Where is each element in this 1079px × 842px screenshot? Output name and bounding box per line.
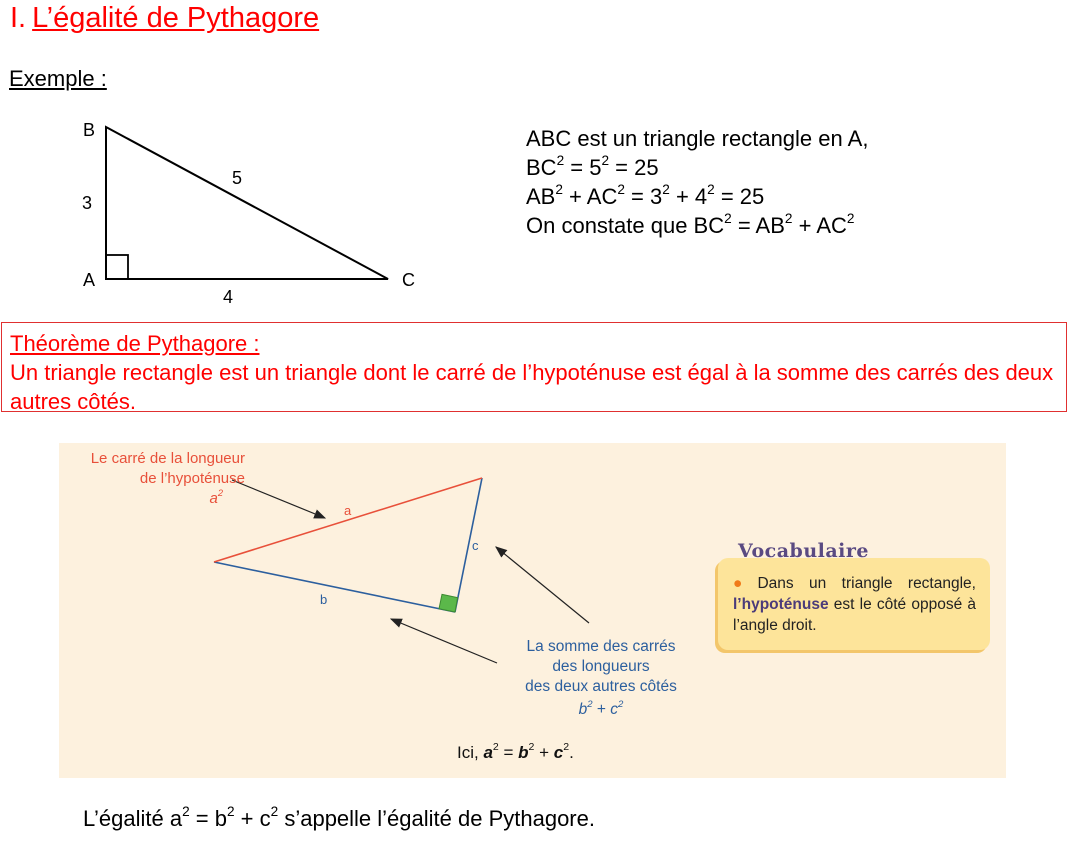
sum-arrow-b: [391, 619, 497, 663]
vertex-c-label: C: [402, 270, 415, 290]
right-angle-square: [439, 594, 458, 612]
conclusion-text: L’égalité $a^2 = b^2 + c^2$ s’appelle l’égalité de Pythagore.: [83, 804, 595, 831]
fact-line-4: On constate que $BC^2 = AB^2 + AC^2$: [526, 211, 855, 238]
example-label: Exemple :: [9, 66, 107, 91]
hypotenuse-note: Le carré de la longueur de l’hypoténuse $a^2$: [63, 449, 245, 509]
illustration-panel: [59, 443, 1006, 778]
sum-arrow-c: [496, 547, 589, 623]
side-bc-label: 5: [232, 168, 243, 188]
section-title: [10, 2, 319, 35]
leg-b: [214, 562, 455, 612]
sum-formula: $b^2 + c^2$: [578, 698, 624, 718]
side-b-label: b: [320, 592, 328, 607]
theorem-text: Un triangle rectangle est un triangle dont le carré de l’hypoténuse est égal à la somme des carrés des deux autres côtés.: [10, 360, 1054, 414]
theorem-box: [1, 322, 1067, 412]
side-ab-label: 3: [82, 193, 93, 213]
ici-formula: Ici, $a^2 = b^2 + c^2$.: [457, 741, 574, 762]
hyp-arrow: [232, 480, 325, 518]
example-triangle-figure: [70, 112, 430, 307]
section-title-text: L’égalité de Pythagore: [32, 2, 320, 34]
side-ac-label: 4: [223, 287, 234, 307]
side-a-label: a: [344, 503, 352, 518]
fact-line-2: $BC^2 = 5^2 = 25$: [526, 153, 659, 180]
vocabulary-text: ● Dans un triangle rectangle, l’hypoténuse est le côté opposé à l’angle droit.: [733, 575, 976, 634]
example-triangle: [106, 127, 388, 279]
bullet-icon: ●: [733, 575, 754, 592]
side-c-label: c: [472, 538, 479, 553]
sum-note: La somme des carrés des longueurs des deux autres côtés $b^2 + c^2$: [491, 637, 711, 720]
example-facts: [526, 124, 868, 240]
hypotenuse-a: [214, 478, 482, 562]
theorem-title: Théorème de Pythagore :: [10, 331, 260, 356]
fact-line-3: $AB^2 + AC^2 = 3^2 + 4^2 = 25$: [526, 182, 765, 209]
vertex-a-label: A: [83, 270, 96, 290]
section-number: I.: [10, 2, 27, 34]
vocabulary-title: Vocabulaire: [738, 540, 869, 562]
hyp-formula: $a^2$: [209, 488, 223, 507]
vertex-b-label: B: [83, 120, 96, 140]
fact-line-1: ABC est un triangle rectangle en A,: [526, 126, 869, 151]
right-angle-marker: [106, 255, 128, 279]
